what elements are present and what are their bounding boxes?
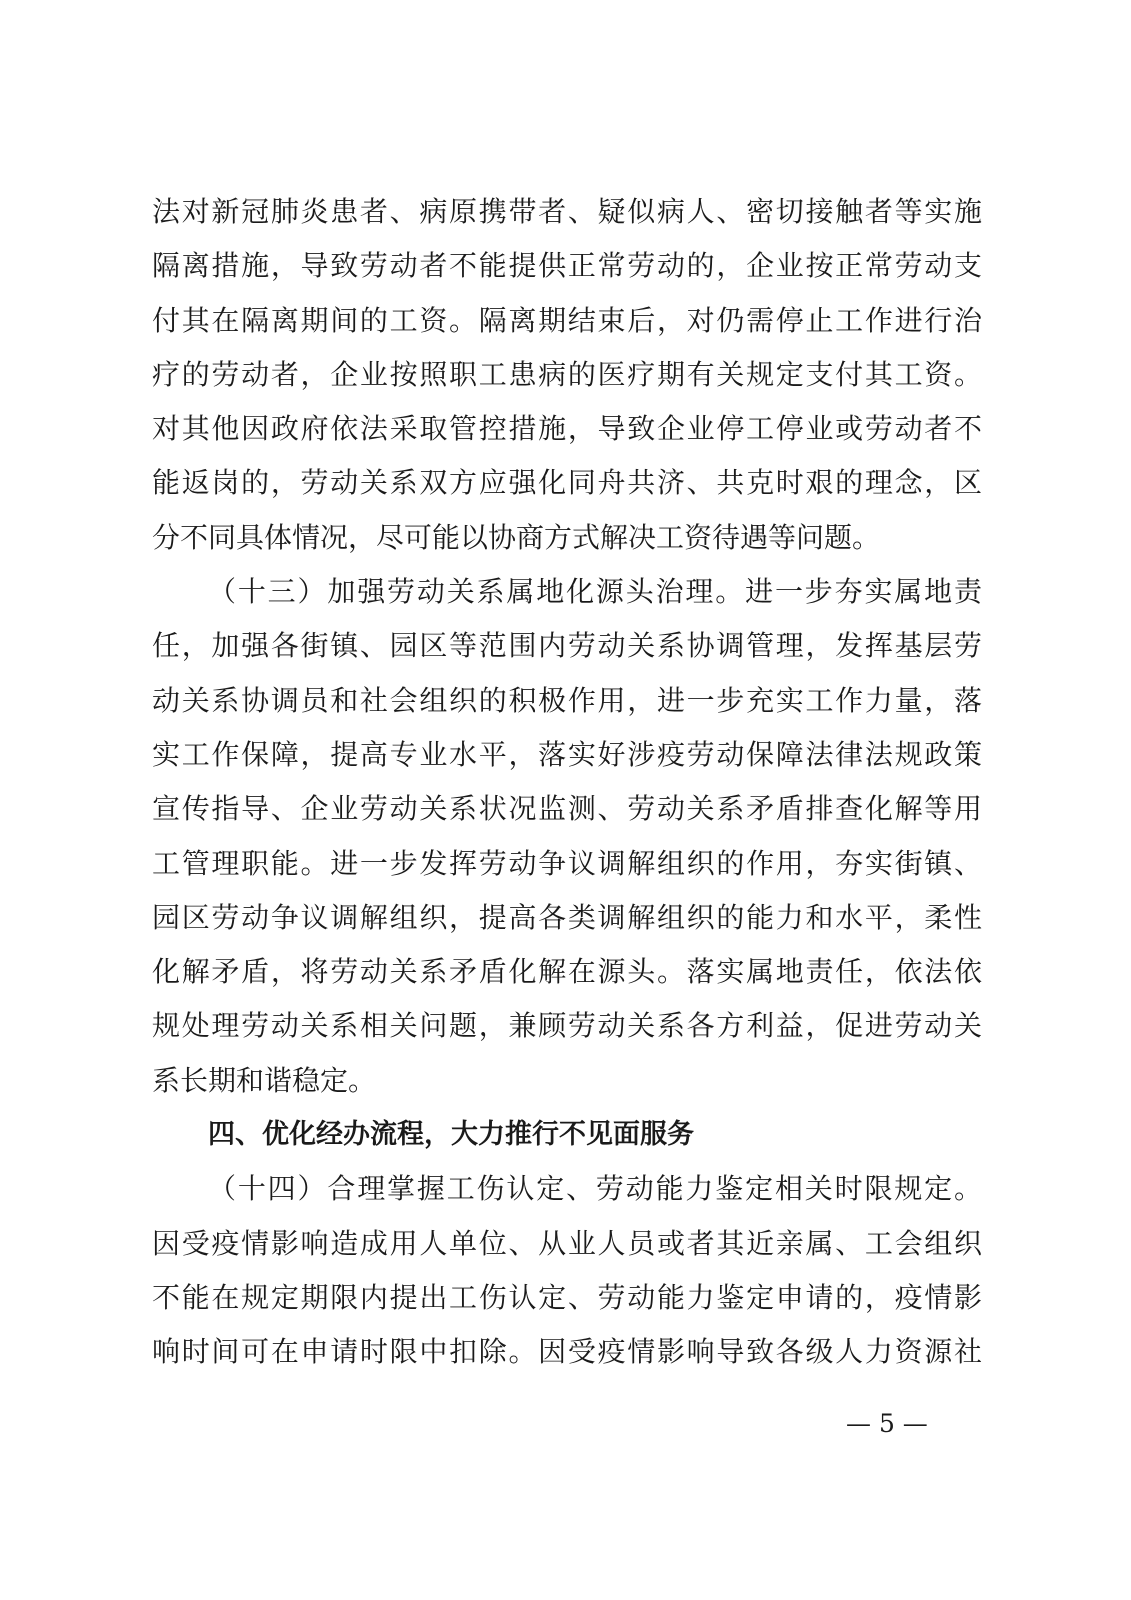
text-line: 疗的劳动者，企业按照职工患病的医疗期有关规定支付其工资。 xyxy=(152,357,982,391)
text-line: 响时间可在申请时限中扣除。因受疫情影响导致各级人力资源社 xyxy=(152,1335,982,1369)
text-line: 规处理劳动关系相关问题，兼顾劳动关系各方利益，促进劳动关 xyxy=(152,1009,982,1043)
page-number: — 5 — xyxy=(846,1409,928,1438)
text-line: 系长期和谐稳定。 xyxy=(152,1063,377,1097)
text-line: 付其在隔离期间的工资。隔离期结束后，对仍需停止工作进行治 xyxy=(152,303,982,337)
text-line: 分不同具体情况，尽可能以协商方式解决工资待遇等问题。 xyxy=(152,520,881,554)
text-line: 因受疫情影响造成用人单位、从业人员或者其近亲属、工会组织 xyxy=(152,1226,982,1260)
text-line: 宣传指导、企业劳动关系状况监测、劳动关系矛盾排查化解等用 xyxy=(152,792,982,826)
body-text xyxy=(152,185,982,1380)
paragraph-start-line: （十四）合理掌握工伤认定、劳动能力鉴定相关时限规定。 xyxy=(208,1172,982,1206)
section-heading: 四、优化经办流程，大力推行不见面服务 xyxy=(208,1119,694,1151)
text-line: 法对新冠肺炎患者、病原携带者、疑似病人、密切接触者等实施 xyxy=(152,195,982,228)
paragraph-start-line: （十三）加强劳动关系属地化源头治理。进一步夯实属地责 xyxy=(208,575,982,609)
text-line: 任，加强各街镇、园区等范围内劳动关系协调管理，发挥基层劳 xyxy=(152,629,982,663)
text-line: 不能在规定期限内提出工伤认定、劳动能力鉴定申请的，疫情影 xyxy=(152,1280,982,1314)
text-line: 对其他因政府依法采取管控措施，导致企业停工停业或劳动者不 xyxy=(152,412,982,446)
text-line: 化解矛盾，将劳动关系矛盾化解在源头。落实属地责任，依法依 xyxy=(152,955,982,989)
text-line: 实工作保障，提高专业水平，落实好涉疫劳动保障法律法规政策 xyxy=(152,737,982,771)
text-line: 能返岗的，劳动关系双方应强化同舟共济、共克时艰的理念，区 xyxy=(152,466,982,500)
text-line: 隔离措施，导致劳动者不能提供正常劳动的，企业按正常劳动支 xyxy=(152,249,982,283)
text-line: 动关系协调员和社会组织的积极作用，进一步充实工作力量，落 xyxy=(152,683,982,717)
text-line: 园区劳动争议调解组织，提高各类调解组织的能力和水平，柔性 xyxy=(152,900,982,934)
text-line: 工管理职能。进一步发挥劳动争议调解组织的作用，夯实街镇、 xyxy=(152,846,982,880)
